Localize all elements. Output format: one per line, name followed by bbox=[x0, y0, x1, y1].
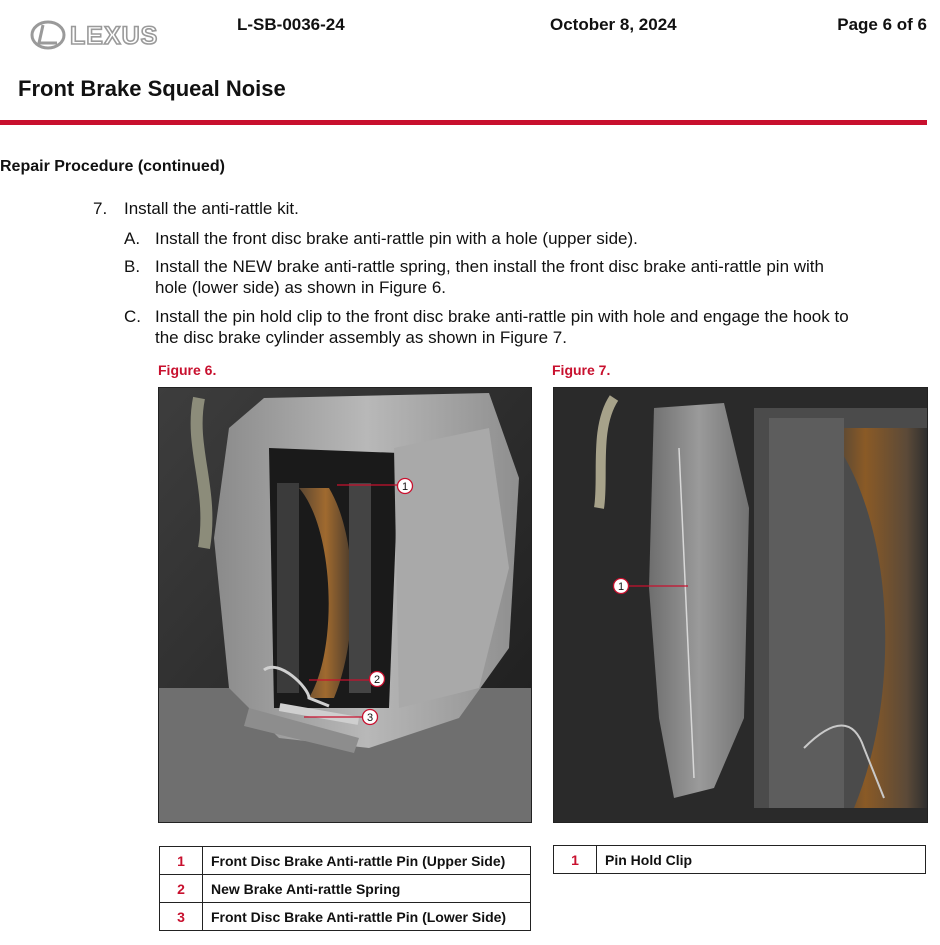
figure-7-legend bbox=[553, 845, 926, 874]
brake-caliper-upper-illustration bbox=[159, 388, 531, 822]
step-text: Install the anti-rattle kit. bbox=[124, 199, 299, 218]
doc-id: L-SB-0036-24 bbox=[237, 15, 345, 34]
substep-a-letter: A. bbox=[124, 229, 141, 248]
lexus-logo bbox=[30, 19, 190, 51]
legend-label: Front Disc Brake Anti-rattle Pin (Upper Side) bbox=[203, 847, 531, 875]
brake-caliper-clip-illustration bbox=[554, 388, 927, 822]
substep-a-line-1: Install the front disc brake anti-rattle pin with a hole (upper side). bbox=[155, 229, 638, 248]
figure-6-callout-3: 3 bbox=[366, 712, 374, 724]
legend-num: 1 bbox=[160, 847, 203, 875]
substep-b-line-2: hole (lower side) as shown in Figure 6. bbox=[155, 278, 447, 297]
figure-6-caption: Figure 6. bbox=[158, 362, 217, 378]
legend-row bbox=[160, 903, 531, 931]
substep-c-line-2: the disc brake cylinder assembly as shown in Figure 7. bbox=[155, 328, 567, 347]
figure-7-photo bbox=[553, 387, 928, 823]
legend-num: 1 bbox=[554, 846, 597, 874]
legend-num: 2 bbox=[160, 875, 203, 903]
figure-6-legend bbox=[159, 846, 531, 931]
substep-b-letter: B. bbox=[124, 257, 141, 276]
figure-6-photo bbox=[158, 387, 532, 823]
page-number: Page 6 of 6 bbox=[837, 15, 927, 34]
brand-wordmark: LEXUS bbox=[70, 22, 159, 50]
section-heading: Repair Procedure (continued) bbox=[0, 158, 225, 175]
legend-num: 3 bbox=[160, 903, 203, 931]
legend-label: Pin Hold Clip bbox=[597, 846, 926, 874]
figure-7-callout-1: 1 bbox=[617, 581, 625, 593]
figure-6-callout-2: 2 bbox=[373, 674, 381, 686]
title-divider bbox=[0, 120, 927, 125]
substep-b-line-1: Install the NEW brake anti-rattle spring, then install the front disc brake anti-rattle pin with bbox=[155, 257, 824, 276]
legend-row bbox=[554, 846, 926, 874]
legend-label: Front Disc Brake Anti-rattle Pin (Lower Side) bbox=[203, 903, 531, 931]
figure-6-callout-1: 1 bbox=[401, 481, 409, 493]
step-number: 7. bbox=[93, 199, 108, 218]
legend-row bbox=[160, 875, 531, 903]
substep-c-line-1: Install the pin hold clip to the front disc brake anti-rattle pin with hole and engage the hook to bbox=[155, 307, 849, 326]
figure-7-caption: Figure 7. bbox=[552, 362, 611, 378]
doc-date: October 8, 2024 bbox=[550, 15, 677, 34]
legend-row bbox=[160, 847, 531, 875]
lexus-logo-icon bbox=[30, 19, 190, 51]
substep-c-letter: C. bbox=[124, 307, 141, 326]
legend-label: New Brake Anti-rattle Spring bbox=[203, 875, 531, 903]
page-title: Front Brake Squeal Noise bbox=[18, 76, 286, 101]
